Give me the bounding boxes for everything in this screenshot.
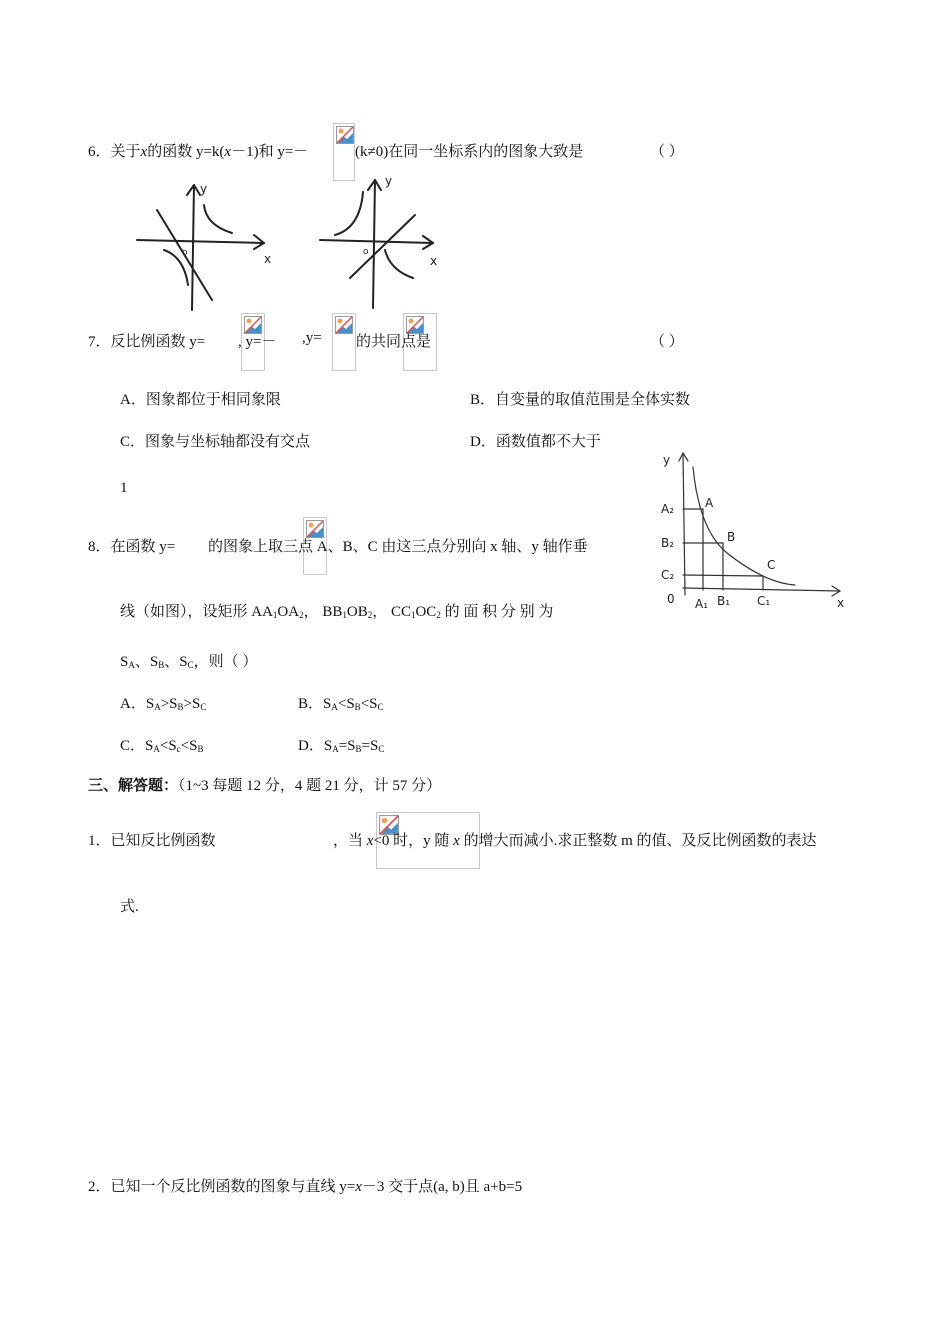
- point-b-label: B: [727, 530, 736, 544]
- q6-graph-2: [315, 170, 455, 310]
- q6-graph-1: [132, 175, 282, 315]
- q7-number: 7．: [88, 334, 111, 350]
- q7-line: [88, 330, 205, 351]
- q7-text-post: 的共同点是: [356, 334, 432, 350]
- q6-text-post: (k≠0)在同一坐标系内的图象大致是: [355, 144, 584, 160]
- q8-line2: 线（如图），设矩形 $AA_1OA_2$， $BB_1OB_2$， $CC_1OC_2$ 的 面 积 分 别 为: [120, 604, 554, 620]
- x-label: x: [264, 252, 272, 266]
- q7-option-a[interactable]: A．图象都位于相同象限: [120, 392, 281, 408]
- x-label: x: [430, 254, 438, 268]
- y-axis: [373, 180, 375, 308]
- y-axis: [683, 453, 685, 595]
- q6-text-pre: 关于: [110, 144, 141, 160]
- y-label: y: [200, 182, 208, 196]
- point-c-label: C: [767, 558, 776, 572]
- q6-line: [88, 140, 308, 161]
- q8-option-a[interactable]: A．$S_A>S_B>S_C$: [120, 696, 207, 712]
- x-axis: [137, 240, 264, 243]
- p1-number: 1．: [88, 833, 111, 849]
- hyperbola-branch: [385, 250, 413, 278]
- p2-number: 2．: [88, 1179, 111, 1195]
- q8-option-d[interactable]: D．$S_A=S_B=S_C$: [298, 738, 385, 754]
- tick-a1: A₁: [695, 597, 709, 611]
- hyperbola-branch: [204, 205, 232, 233]
- q8-option-c[interactable]: C．$S_A<S_c<S_B$: [120, 738, 204, 754]
- q6-answer-paren: （ ）: [650, 144, 684, 160]
- broken-image-icon: [332, 313, 356, 371]
- q7-option-c[interactable]: C．图象与坐标轴都没有交点: [120, 434, 311, 450]
- p1-line1-post: ，当 x<0 时，y 随 x 的增大而减小.求正整数 m 的值、及反比例函数的表达: [333, 833, 817, 849]
- tick-b1: B₁: [717, 594, 731, 608]
- q6-text-mid1: 的函数 y=k(: [147, 144, 225, 160]
- q8-option-b[interactable]: B．$S_A<S_B<S_C$: [298, 696, 384, 712]
- section-title: 三、解答题：: [88, 778, 179, 794]
- origin-label: 0: [667, 592, 675, 606]
- q6-number: 6．: [88, 144, 111, 160]
- q8-number: 8．: [88, 539, 111, 555]
- x-axis: [683, 588, 840, 591]
- q7-answer-paren: （ ）: [650, 334, 684, 350]
- section-note: （1~3 每题 12 分，4 题 21 分，计 57 分）: [178, 778, 442, 794]
- q8-line1-pre: [88, 535, 175, 556]
- x-axis: [320, 240, 433, 243]
- q8-line1-post: 的图象上取三点 A、B、C 由这三点分别向 x 轴、y 轴作垂: [208, 539, 588, 555]
- q8-text-pre: 在函数 y=: [110, 539, 176, 555]
- tick-c1: C₁: [757, 594, 771, 608]
- q7-option-b[interactable]: B．自变量的取值范围是全体实数: [470, 392, 691, 408]
- p1-line1-pre: 1．已知反比例函数: [88, 833, 216, 849]
- origin-label: o: [182, 248, 188, 258]
- section-3-header: [88, 774, 441, 795]
- p2-line: 2．已知一个反比例函数的图象与直线 y=x－3 交于点(a, b)且 a+b=5: [88, 1179, 523, 1195]
- q7-option-d[interactable]: D．函数值都不大于: [470, 434, 601, 450]
- q7-text-mid1: , y=－: [238, 334, 277, 350]
- q7-option-d-cont: 1: [120, 480, 128, 496]
- tick-c2: C₂: [661, 568, 675, 582]
- y-label: y: [385, 174, 393, 188]
- y-label: y: [663, 453, 671, 467]
- var-x: x: [355, 1179, 362, 1195]
- q7-text-mid2: ,y=: [302, 330, 322, 346]
- rect-a: [683, 509, 703, 590]
- x-label: x: [837, 596, 845, 610]
- q8-figure: [655, 445, 855, 620]
- point-a-label: A: [705, 496, 714, 510]
- var-x: x: [366, 833, 374, 849]
- y-axis: [192, 185, 194, 310]
- tick-b2: B₂: [661, 536, 675, 550]
- var-x: x: [224, 144, 232, 160]
- q6-text-mid2: －1)和 y=－: [231, 144, 309, 160]
- var-x: x: [140, 144, 148, 160]
- tick-a2: A₂: [661, 502, 675, 516]
- hyperbola-branch: [335, 192, 363, 235]
- line: [350, 215, 415, 278]
- q8-line3: $S_A$、$S_B$、$S_C$，则（ ）: [120, 654, 258, 670]
- origin-label: o: [363, 247, 369, 257]
- p1-line2: 式.: [120, 899, 139, 915]
- var-x: x: [453, 833, 460, 849]
- q7-text-pre: 反比例函数 y=: [110, 334, 206, 350]
- curve: [693, 467, 795, 585]
